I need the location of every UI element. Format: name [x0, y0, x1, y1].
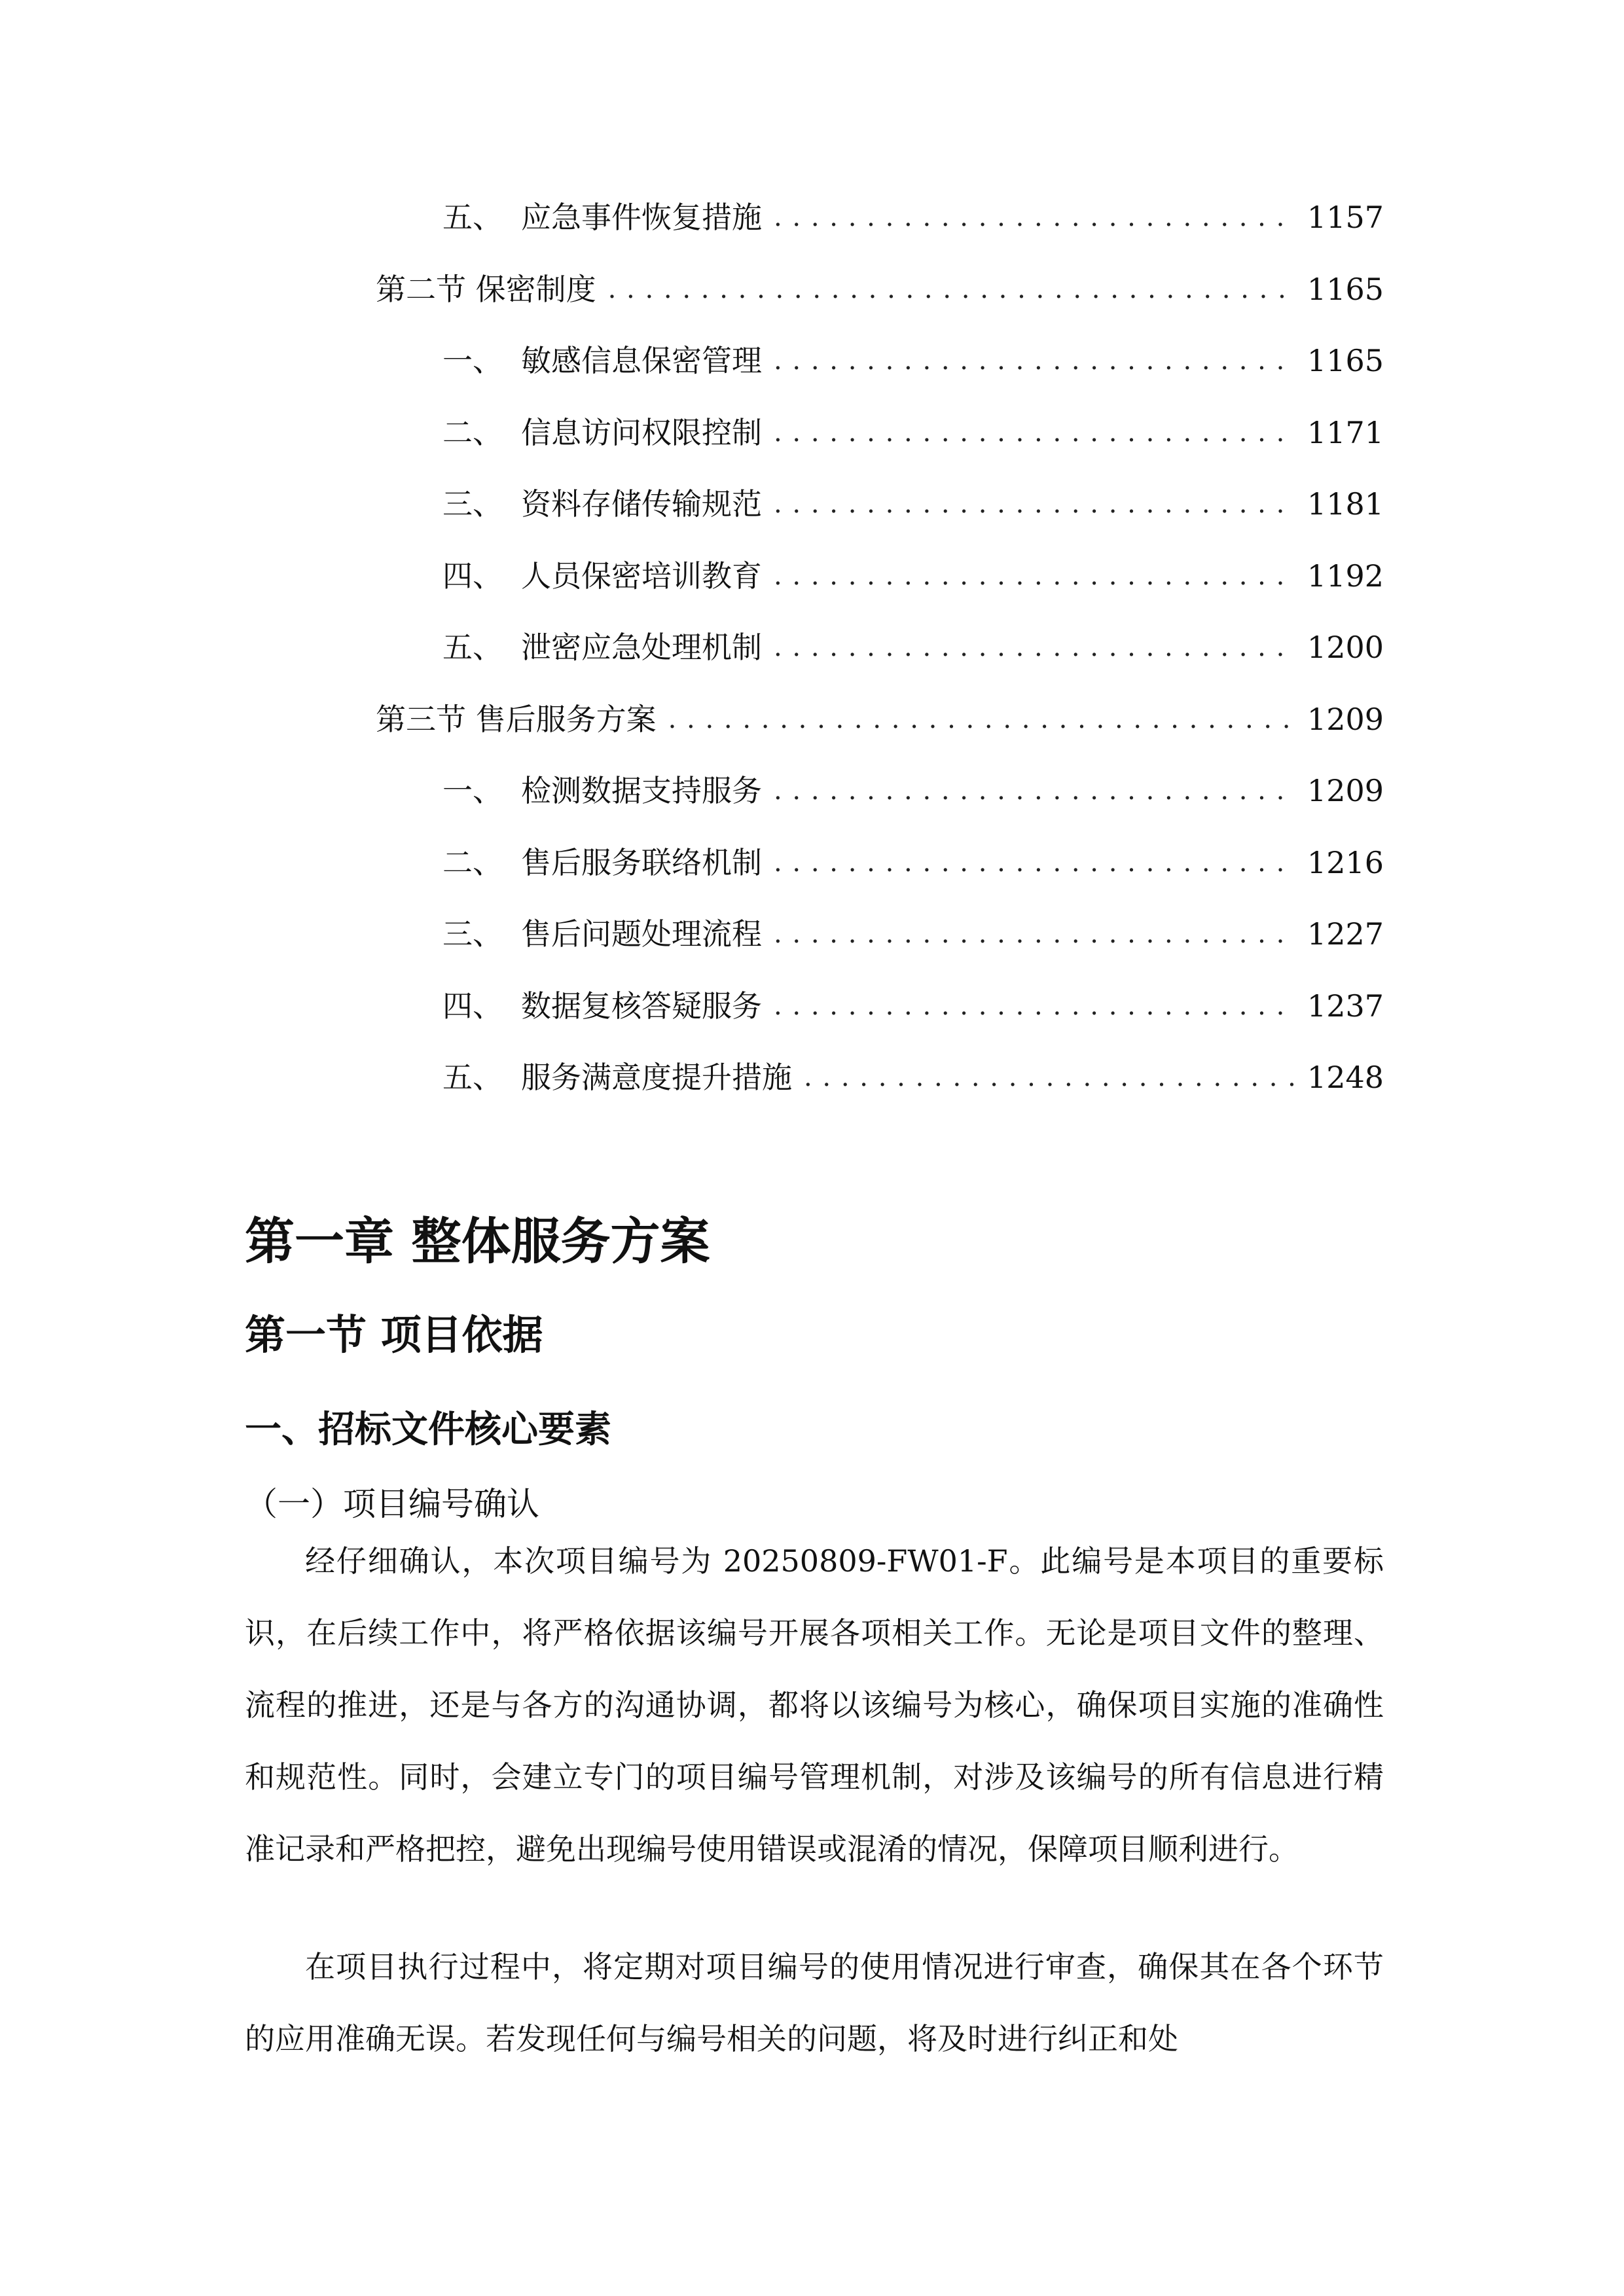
- toc-entry-title: 信息访问权限控制: [521, 415, 762, 450]
- toc-dot-leader: [608, 263, 1295, 315]
- toc-entry-number: 三、: [442, 916, 503, 952]
- toc-entry-title: 敏感信息保密管理: [521, 343, 762, 378]
- toc-entry-title: 服务满意度提升措施: [521, 1060, 792, 1095]
- toc-entry[interactable]: [442, 334, 1384, 387]
- toc-entry[interactable]: [442, 1051, 1384, 1103]
- toc-page-number: 1165: [1307, 272, 1384, 307]
- toc-entry[interactable]: [442, 908, 1384, 960]
- section-title: 第一节 项目依据: [245, 1311, 543, 1359]
- toc-entry-number: 二、: [442, 415, 503, 450]
- toc-dot-leader: [804, 1051, 1295, 1103]
- toc-entry-title: 应急事件恢复措施: [521, 200, 762, 235]
- toc-entry-title: 资料存储传输规范: [521, 486, 762, 522]
- toc-dot-leader: [774, 191, 1295, 243]
- toc-dot-leader: [774, 334, 1295, 387]
- toc-entry-title: 售后服务联络机制: [521, 845, 762, 880]
- toc-entry[interactable]: [442, 836, 1384, 889]
- toc-entry-number: 一、: [442, 343, 503, 378]
- toc-dot-leader: [774, 980, 1295, 1032]
- toc-entry-number: 五、: [442, 200, 503, 235]
- toc-entry[interactable]: [442, 191, 1384, 243]
- toc-page-number: 1192: [1307, 558, 1384, 594]
- toc-page-number: 1171: [1307, 415, 1384, 450]
- toc-entry-title: 数据复核答疑服务: [521, 988, 762, 1024]
- toc-page-number: 1237: [1307, 988, 1384, 1024]
- toc-entry-title: 人员保密培训教育: [521, 558, 762, 594]
- toc-page-number: 1157: [1307, 200, 1384, 235]
- toc-entry[interactable]: [442, 550, 1384, 602]
- toc-dot-leader: [774, 908, 1295, 960]
- toc-page-number: 1209: [1307, 773, 1384, 808]
- toc-entry-title: 检测数据支持服务: [521, 773, 762, 808]
- toc-page-number: 1181: [1307, 486, 1384, 522]
- sub-subsection-title: （一）项目编号确认: [245, 1485, 539, 1523]
- toc-entry[interactable]: [442, 478, 1384, 530]
- body-paragraph: 在项目执行过程中，将定期对项目编号的使用情况进行审查，确保其在各个环节的应用准确无误。若发现任何与编号相关的问题，将及时进行纠正和处: [245, 1949, 1384, 2056]
- toc-dot-leader: [774, 764, 1295, 817]
- toc-page-number: 1216: [1307, 845, 1384, 880]
- toc-entry-number: 四、: [442, 558, 503, 594]
- toc-entry-number: 四、: [442, 988, 503, 1024]
- toc-dot-leader: [774, 836, 1295, 889]
- subsection-title: 一、招标文件核心要素: [245, 1408, 611, 1451]
- toc-entry[interactable]: [442, 406, 1384, 459]
- toc-dot-leader: [774, 406, 1295, 459]
- toc-dot-leader: [774, 550, 1295, 602]
- toc-entry-title: 泄密应急处理机制: [521, 630, 762, 665]
- toc-entry[interactable]: [376, 263, 1384, 315]
- toc-entry[interactable]: [442, 980, 1384, 1032]
- toc-dot-leader: [668, 693, 1295, 745]
- toc-page-number: 1227: [1307, 916, 1384, 952]
- toc-entry-title: 售后问题处理流程: [521, 916, 762, 952]
- toc-entry-number: 二、: [442, 845, 503, 880]
- toc-entry-number: 一、: [442, 773, 503, 808]
- toc-entry-title: 第二节 保密制度: [376, 272, 596, 307]
- toc-page-number: 1248: [1307, 1060, 1384, 1095]
- toc-dot-leader: [774, 621, 1295, 673]
- toc-page-number: 1209: [1307, 702, 1384, 737]
- toc-entry-number: 三、: [442, 486, 503, 522]
- toc-entry-number: 五、: [442, 630, 503, 665]
- body-paragraph: 经仔细确认，本次项目编号为 20250809-FW01-F。此编号是本项目的重要标识，在后续工作中，将严格依据该编号开展各项相关工作。无论是项目文件的整理、流程的推进，还是与各方的沟通协调，都将以该编号为核心，确保项目实施的准确性和规范性。同时，会建立专门的项目编号管理机制，对涉及该编号的所有信息进行精准记录和严格把控，避免出现编号使用错误或混淆的情况，保障项目顺利进行。: [245, 1543, 1384, 1867]
- toc-entry-title: 第三节 售后服务方案: [376, 702, 657, 737]
- toc-page-number: 1200: [1307, 630, 1384, 665]
- toc-entry-number: 五、: [442, 1060, 503, 1095]
- toc-dot-leader: [774, 478, 1295, 530]
- toc-entry[interactable]: [442, 621, 1384, 673]
- toc-page-number: 1165: [1307, 343, 1384, 378]
- toc-entry[interactable]: [442, 764, 1384, 817]
- chapter-title: 第一章 整体服务方案: [245, 1212, 710, 1270]
- toc-entry[interactable]: [376, 693, 1384, 745]
